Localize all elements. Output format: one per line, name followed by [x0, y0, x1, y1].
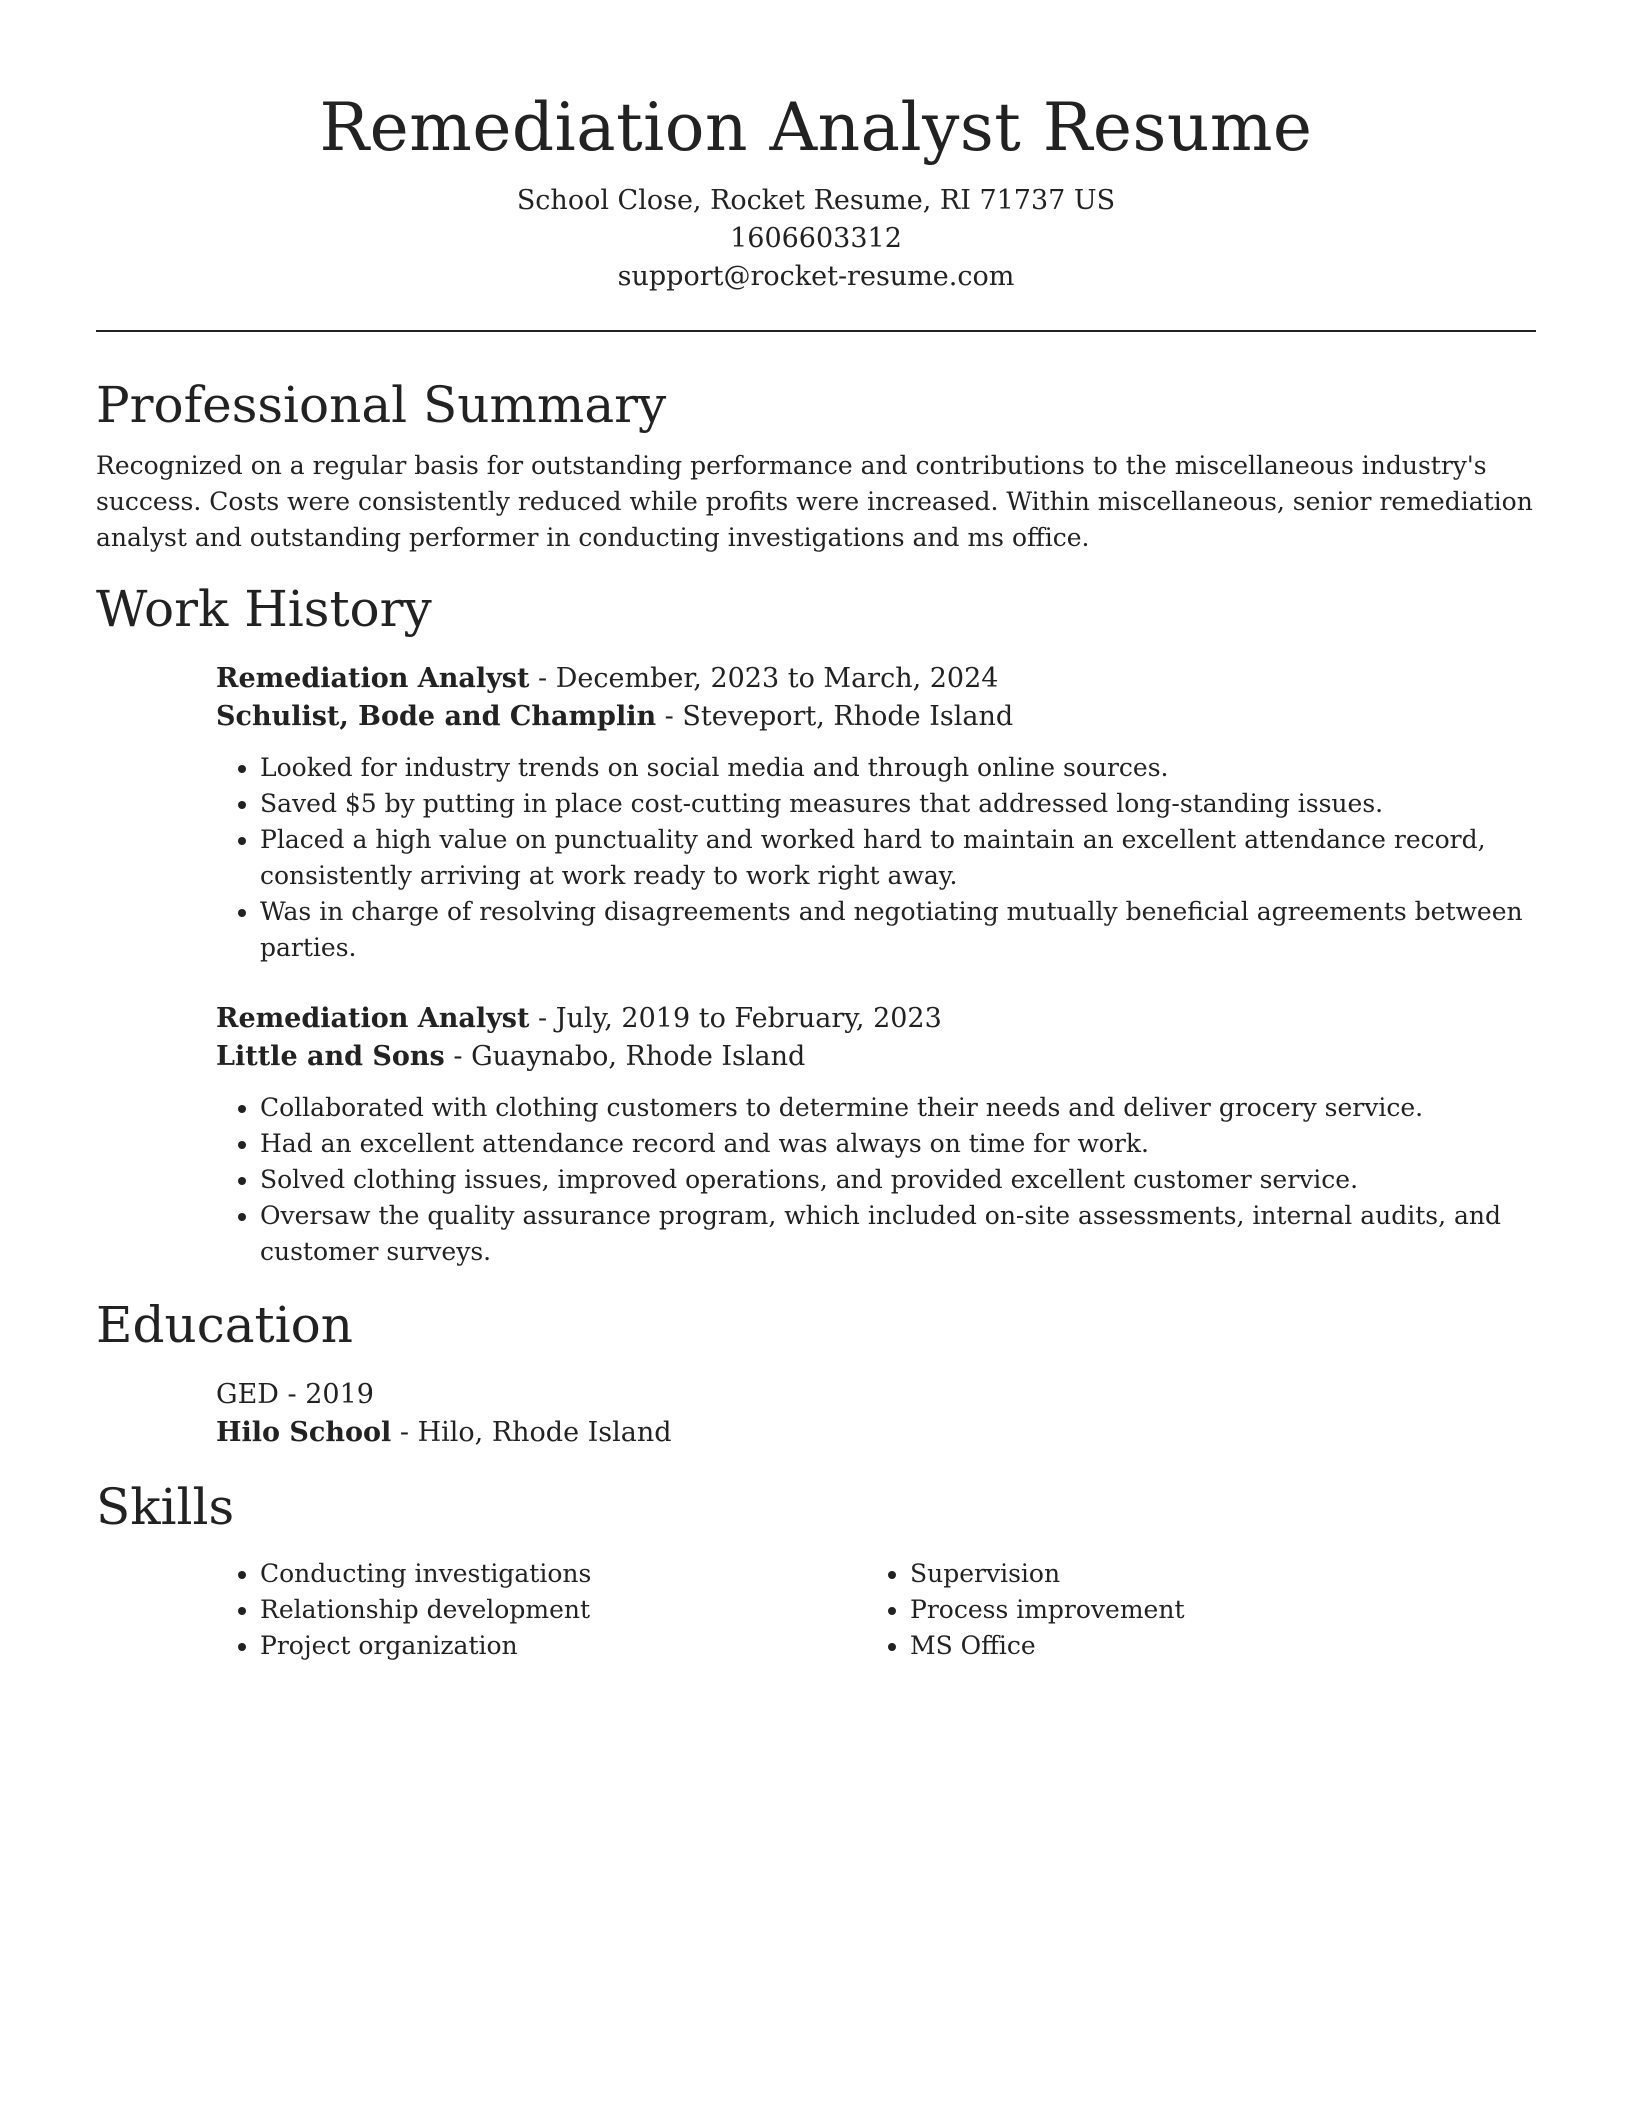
job-dates: December, 2023 to March, 2024 — [555, 663, 999, 694]
skills-column-right — [866, 1556, 1516, 1664]
job-title-line — [216, 1000, 1536, 1038]
education-degree: GED — [216, 1379, 279, 1410]
work-history-section — [96, 576, 1536, 1270]
education-location: Hilo, Rhode Island — [417, 1417, 672, 1448]
job-company-line — [216, 698, 1536, 736]
education-degree-line — [216, 1376, 1536, 1414]
contact-block — [96, 182, 1536, 296]
separator: - — [278, 1379, 306, 1410]
skill-item: • MS Office — [910, 1628, 1516, 1664]
list-item: • Oversaw the quality assurance program, which included on-site assessments, internal audits, and customer surveys. — [260, 1198, 1536, 1270]
resume-title: Remediation Analyst Resume — [319, 89, 1313, 166]
separator: - — [656, 701, 683, 732]
list-item: • Solved clothing issues, improved operations, and provided excellent customer service. — [260, 1162, 1536, 1198]
list-item: • Saved $5 by putting in place cost-cutting measures that addressed long-standing issues. — [260, 786, 1536, 822]
skill-item: • Supervision — [910, 1556, 1516, 1592]
work-history-heading: Work History — [96, 580, 432, 638]
summary-heading: Professional Summary — [96, 376, 667, 434]
skills-grid — [216, 1556, 1536, 1664]
job-company: Schulist, Bode and Champlin — [216, 701, 657, 732]
list-item: • Had an excellent attendance record and was always on time for work. — [260, 1126, 1536, 1162]
job-title: Remediation Analyst — [216, 663, 530, 694]
separator: - — [444, 1041, 472, 1072]
contact-email: support@rocket-resume.com — [617, 261, 1015, 292]
job-company: Little and Sons — [216, 1041, 445, 1072]
job-dates: July, 2019 to February, 2023 — [555, 1003, 942, 1034]
job-bullets — [216, 750, 1536, 966]
education-section — [96, 1292, 1536, 1452]
education-entry — [216, 1376, 1536, 1452]
job-entry — [216, 1000, 1536, 1270]
education-year: 2019 — [305, 1379, 374, 1410]
job-bullets — [216, 1090, 1536, 1270]
separator: - — [529, 1003, 556, 1034]
education-heading: Education — [96, 1296, 353, 1354]
skill-item: • Relationship development — [260, 1592, 866, 1628]
skills-heading: Skills — [96, 1478, 235, 1536]
list-item: • Collaborated with clothing customers to determine their needs and deliver grocery service. — [260, 1090, 1536, 1126]
contact-address: School Close, Rocket Resume, RI 71737 US — [516, 185, 1116, 216]
skills-section — [96, 1474, 1536, 1664]
job-entry — [216, 660, 1536, 966]
separator: - — [391, 1417, 418, 1448]
list-item: • Placed a high value on punctuality and worked hard to maintain an excellent attendance record, consistently arriving at work ready to work right away. — [260, 822, 1536, 894]
education-school-line — [216, 1414, 1536, 1452]
summary-text: Recognized on a regular basis for outstanding performance and contributions to the miscellaneous industry's success. Costs were consistently reduced while profits were increased. Within miscellaneous, senior remediation analyst and outstanding performer in conducting investigations and ms office. — [96, 451, 1533, 552]
skill-item: • Project organization — [260, 1628, 866, 1664]
header-divider — [96, 330, 1536, 332]
skill-item: • Conducting investigations — [260, 1556, 866, 1592]
summary-section — [96, 372, 1536, 556]
job-title: Remediation Analyst — [216, 1003, 530, 1034]
skills-column-left — [216, 1556, 866, 1664]
skill-item: • Process improvement — [910, 1592, 1516, 1628]
job-company-line — [216, 1038, 1536, 1076]
job-location: Guaynabo, Rhode Island — [471, 1041, 806, 1072]
separator: - — [529, 663, 556, 694]
education-school: Hilo School — [216, 1417, 392, 1448]
list-item: • Looked for industry trends on social media and through online sources. — [260, 750, 1536, 786]
job-location: Steveport, Rhode Island — [682, 701, 1014, 732]
job-title-line — [216, 660, 1536, 698]
list-item: • Was in charge of resolving disagreements and negotiating mutually beneficial agreements between parties. — [260, 894, 1536, 966]
contact-phone: 1606603312 — [730, 223, 902, 254]
